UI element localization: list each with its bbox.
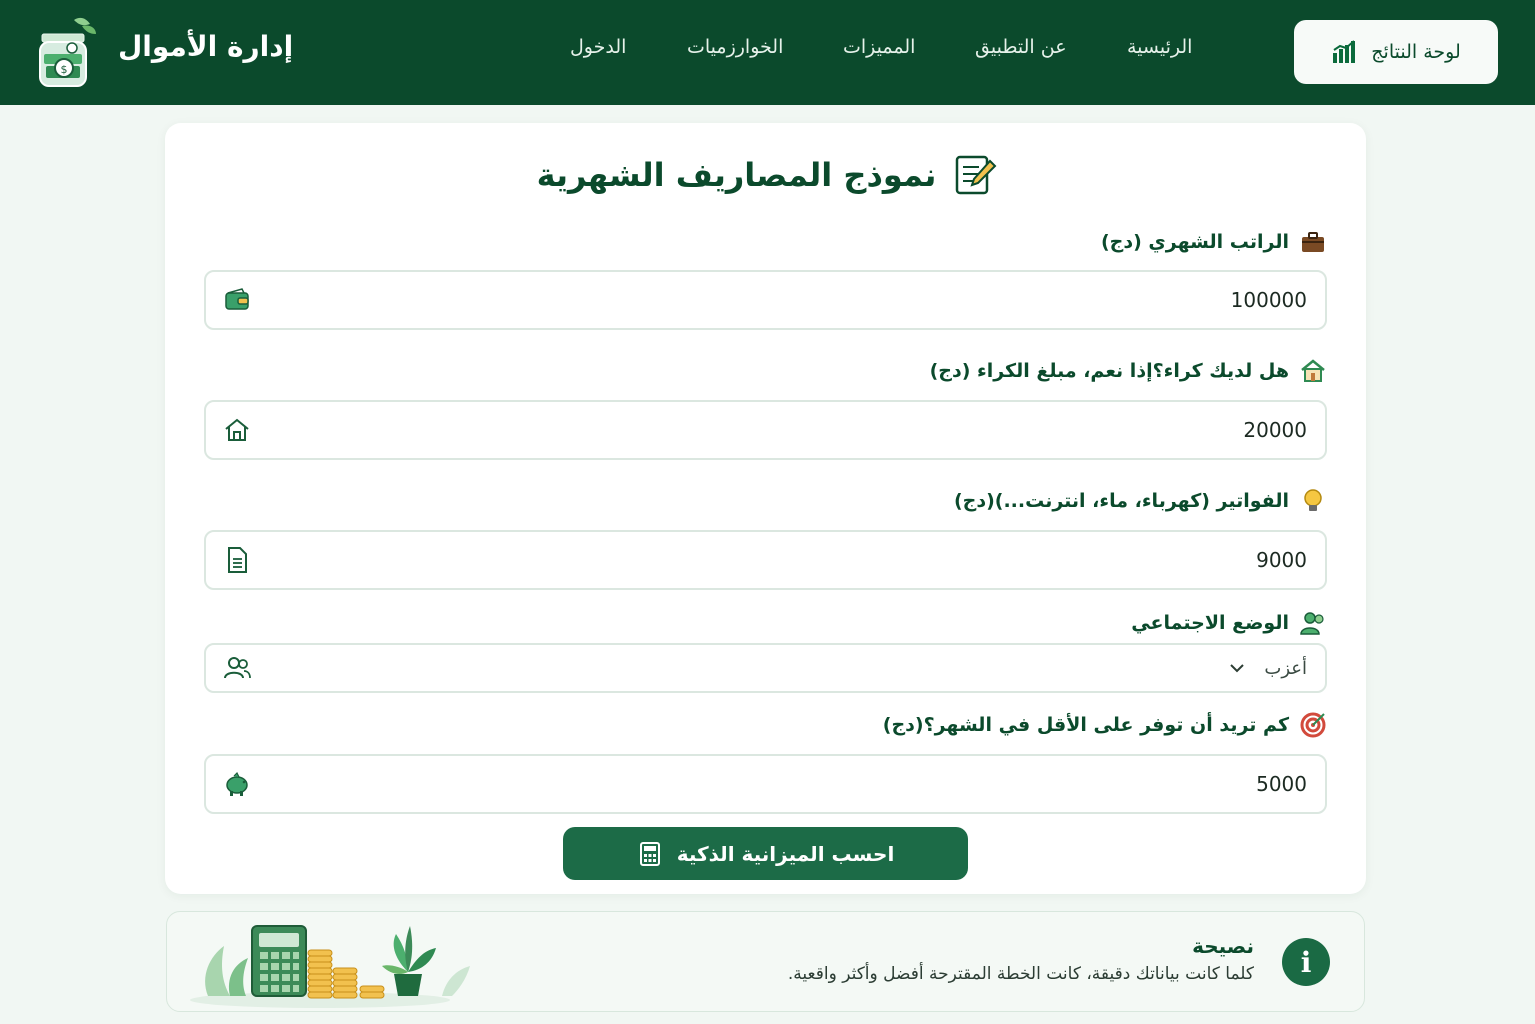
bills-input[interactable] (407, 532, 1307, 588)
salary-input[interactable] (407, 272, 1307, 328)
rent-input[interactable] (407, 402, 1307, 458)
rent-label: هل لديك كراء؟إذا نعم، مبلغ الكراء (دج) (930, 357, 1327, 385)
svg-text:$: $ (60, 63, 68, 76)
form-title (0, 150, 1535, 200)
calculator-coins-plant-illustration (190, 916, 480, 1012)
document-icon (222, 545, 252, 575)
social-status-label: الوضع الاجتماعي (1131, 609, 1327, 637)
users-outline-icon (222, 653, 252, 683)
house-icon (1299, 357, 1327, 385)
info-icon: i (1282, 938, 1330, 986)
salary-label: الراتب الشهري (دج) (1101, 228, 1327, 256)
tip-text: كلما كانت بياناتك دقيقة، كانت الخطة المقترحة أفضل وأكثر واقعية. (787, 964, 1254, 984)
savings-field[interactable] (204, 754, 1327, 814)
chevron-down-icon (1228, 659, 1246, 677)
calculate-button-label: احسب الميزانية الذكية (676, 841, 895, 866)
tip-title: نصيحة (1192, 934, 1254, 958)
rent-field[interactable] (204, 400, 1327, 460)
people-icon (1299, 609, 1327, 637)
wallet-icon (222, 285, 252, 315)
money-jar-icon[interactable] (34, 16, 102, 88)
savings-label: كم تريد أن توفر على الأقل في الشهر؟(دج) (883, 711, 1327, 739)
nav-algorithms[interactable]: الخوارزميات (687, 36, 784, 58)
nav-features[interactable]: المميزات (843, 36, 916, 58)
home-outline-icon (222, 415, 252, 445)
memo-icon (954, 153, 998, 197)
briefcase-icon (1299, 228, 1327, 256)
results-dashboard-button[interactable] (1294, 20, 1498, 84)
form-title-text: نموذج المصاريف الشهرية (536, 156, 937, 194)
savings-input[interactable] (407, 756, 1307, 812)
bills-label: الفواتير (كهرباء، ماء، انترنت...)(دج) (954, 487, 1327, 515)
brand-title: إدارة الأموال (118, 30, 294, 63)
nav-about[interactable]: عن التطبيق (975, 36, 1067, 58)
results-button-label: لوحة النتائج (1371, 41, 1461, 63)
salary-field[interactable] (204, 270, 1327, 330)
calculate-budget-button[interactable] (563, 827, 968, 880)
nav-login[interactable]: الدخول (570, 36, 627, 58)
bar-chart-icon (1331, 39, 1357, 65)
social-status-select[interactable] (204, 643, 1327, 693)
target-icon (1299, 711, 1327, 739)
lightbulb-icon (1299, 487, 1327, 515)
nav-home[interactable]: الرئيسية (1127, 36, 1193, 58)
bills-field[interactable] (204, 530, 1327, 590)
social-status-value[interactable]: أعزب (407, 645, 1307, 691)
piggy-bank-icon (222, 769, 252, 799)
calculator-icon (637, 841, 663, 867)
